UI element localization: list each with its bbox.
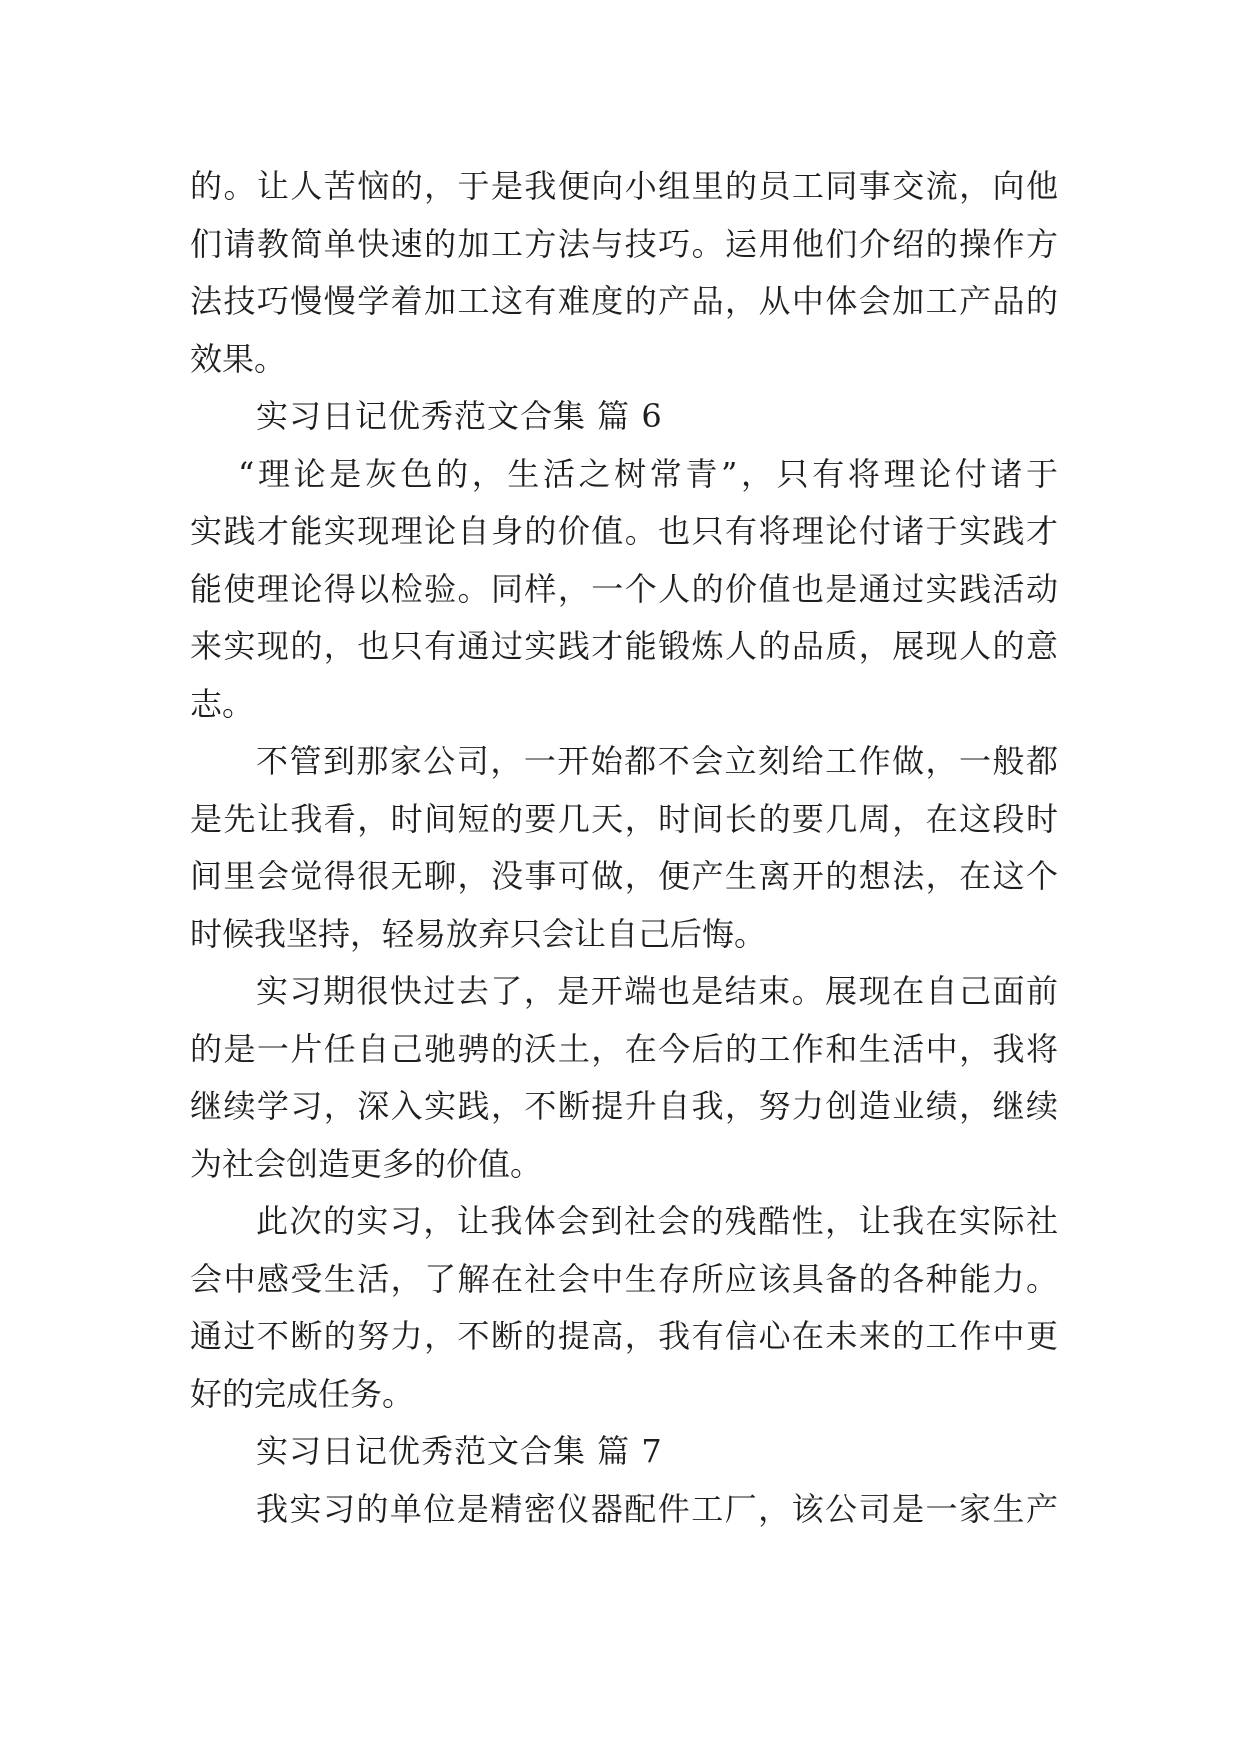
body-line: 志。	[190, 684, 255, 723]
body-line: 会中感受生活，了解在社会中生存所应该具备的各种能力。	[190, 1259, 1058, 1298]
body-line: 效果。	[190, 339, 287, 378]
body-line: 通过不断的努力，不断的提高，我有信心在未来的工作中更	[190, 1317, 1058, 1355]
body-line: 为社会创造更多的价值。	[190, 1144, 543, 1183]
section-heading: 实习日记优秀范文合集 篇 7	[256, 1432, 663, 1470]
paragraph-first-line: 我实习的单位是精密仪器配件工厂，该公司是一家生产	[256, 1489, 1058, 1528]
body-line: 是先让我看，时间短的要几天，时间长的要几周，在这段时	[190, 799, 1058, 838]
paragraph-first-line: 实习期很快过去了，是开端也是结束。展现在自己面前	[256, 972, 1058, 1010]
paragraph-first-line: “理论是灰色的，生活之树常青”，只有将理论付诸于	[238, 454, 1058, 493]
paragraph-first-line: 不管到那家公司，一开始都不会立刻给工作做，一般都	[256, 742, 1058, 780]
body-line: 的。让人苦恼的，于是我便向小组里的员工同事交流，向他	[190, 167, 1058, 205]
body-line: 好的完成任务。	[190, 1374, 415, 1413]
document-body	[190, 158, 1058, 1538]
body-line: 能使理论得以检验。同样，一个人的价值也是通过实践活动	[190, 569, 1058, 608]
section-heading: 实习日记优秀范文合集 篇 6	[256, 397, 663, 435]
paragraph-first-line: 此次的实习，让我体会到社会的残酷性，让我在实际社	[256, 1202, 1058, 1240]
body-line: 来实现的，也只有通过实践才能锻炼人的品质，展现人的意	[190, 627, 1058, 665]
body-line: 间里会觉得很无聊，没事可做，便产生离开的想法，在这个	[190, 857, 1058, 895]
body-line: 们请教简单快速的加工方法与技巧。运用他们介绍的操作方	[190, 224, 1058, 263]
body-line: 的是一片任自己驰骋的沃土，在今后的工作和生活中，我将	[190, 1029, 1058, 1068]
body-line: 时候我坚持，轻易放弃只会让自己后悔。	[190, 914, 767, 953]
body-line: 实践才能实现理论自身的价值。也只有将理论付诸于实践才	[190, 512, 1058, 550]
body-line: 继续学习，深入实践，不断提升自我，努力创造业绩，继续	[190, 1087, 1058, 1125]
body-line: 法技巧慢慢学着加工这有难度的产品，从中体会加工产品的	[190, 282, 1058, 320]
